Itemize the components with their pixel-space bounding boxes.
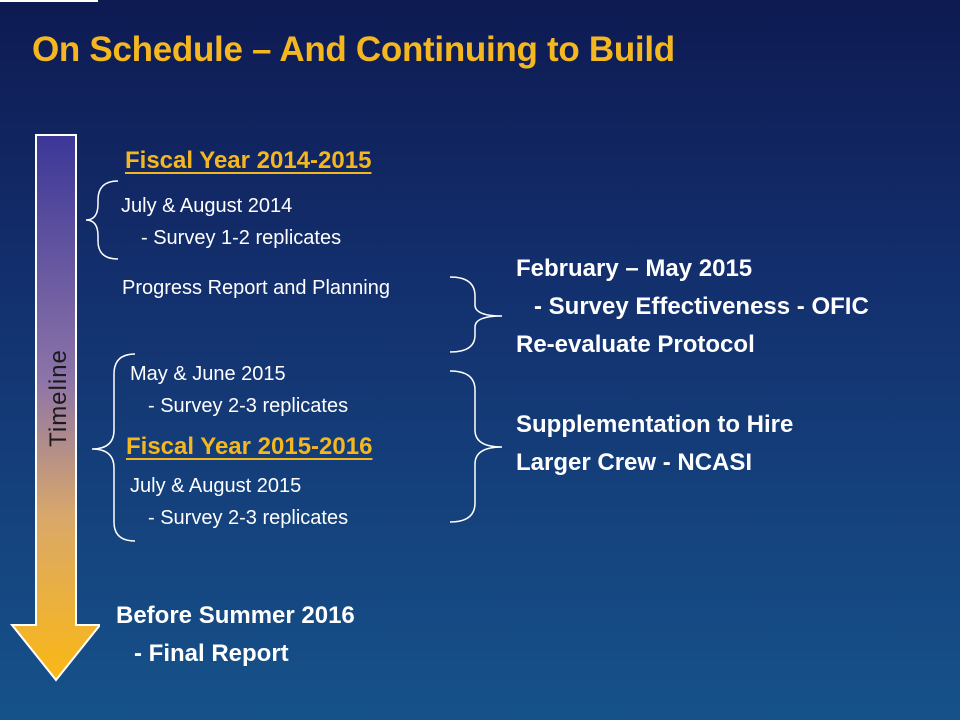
right-item-line: - Survey Effectiveness - OFIC bbox=[534, 293, 869, 320]
final-milestone-detail: - Final Report bbox=[134, 640, 289, 667]
schedule-item bbox=[130, 358, 348, 422]
right-item bbox=[516, 250, 869, 364]
right-item-line: Larger Crew - NCASI bbox=[516, 449, 753, 476]
timeline-label: Timeline bbox=[45, 349, 72, 447]
schedule-item bbox=[130, 470, 348, 534]
left-bracket-fy2014 bbox=[86, 181, 118, 259]
right-bracket-fy2015 bbox=[450, 371, 502, 522]
schedule-item bbox=[122, 272, 390, 304]
item-date: July & August 2015 bbox=[130, 475, 302, 497]
final-milestone bbox=[116, 597, 355, 673]
item-date: Progress Report and Planning bbox=[122, 277, 390, 299]
right-bracket-progress bbox=[450, 277, 502, 352]
right-item-line: Supplementation to Hire bbox=[516, 411, 794, 438]
right-item-line: February – May 2015 bbox=[516, 255, 753, 282]
item-detail: - Survey 2-3 replicates bbox=[148, 395, 349, 417]
item-detail: - Survey 1-2 replicates bbox=[141, 227, 342, 249]
item-date: July & August 2014 bbox=[121, 195, 293, 217]
fiscal-year-heading: Fiscal Year 2015-2016 bbox=[126, 433, 373, 460]
right-item-line: Re-evaluate Protocol bbox=[516, 331, 755, 358]
schedule-item bbox=[121, 190, 341, 254]
final-milestone-date: Before Summer 2016 bbox=[116, 602, 355, 629]
page-title: On Schedule – And Continuing to Build bbox=[32, 30, 675, 69]
item-date: May & June 2015 bbox=[130, 363, 286, 385]
item-detail: - Survey 2-3 replicates bbox=[148, 507, 349, 529]
right-item bbox=[516, 406, 793, 482]
fiscal-year-heading: Fiscal Year 2014-2015 bbox=[125, 147, 372, 174]
